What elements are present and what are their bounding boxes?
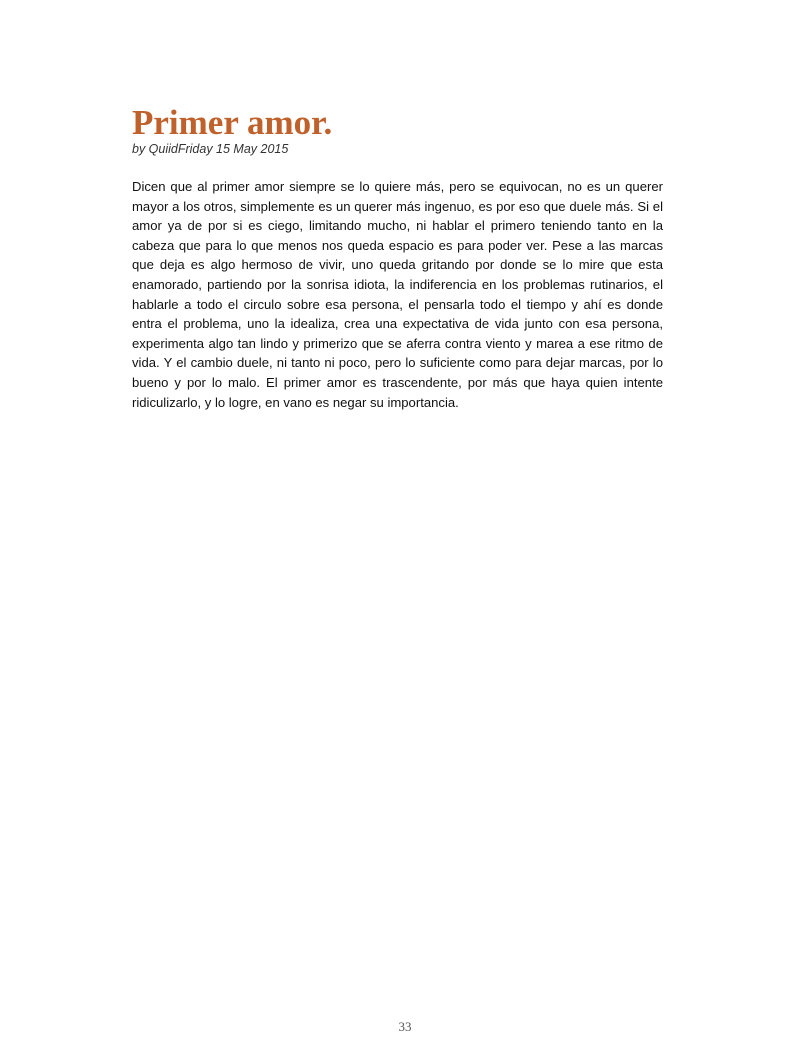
article-byline: by QuiidFriday 15 May 2015 (132, 142, 289, 156)
article-title: Primer amor. (132, 103, 333, 142)
article-body: Dicen que al primer amor siempre se lo quiere más, pero se equivocan, no es un querer mayor a los otros, simplemente es un querer más ingenuo, es por eso que duele más. Si el amor ya de por si es ciego, limitando mucho, ni hablar el primero teniendo tanto en la cabeza que para lo que menos nos queda espacio es para poder ver. Pese a las marcas que deja es algo hermoso de vivir, uno queda gritando por donde se lo mire que esta enamorado, partiendo por la sonrisa idiota, la indiferencia en los problemas rutinarios, el hablarle a todo el circulo sobre esa persona, el pensarla todo el tiempo y ahí es donde entra el problema, uno la idealiza, crea una expectativa de vida junto con esa persona, experimenta algo tan lindo y primerizo que se aferra contra viento y marea a ese ritmo de vida. Y el cambio duele, ni tanto ni poco, pero lo suficiente como para dejar marcas, por lo bueno y por lo malo. El primer amor es trascendente, por más que haya quien intente ridiculizarlo, y lo logre, en vano es negar su importancia. (132, 179, 663, 410)
page-number: 33 (398, 1019, 412, 1034)
